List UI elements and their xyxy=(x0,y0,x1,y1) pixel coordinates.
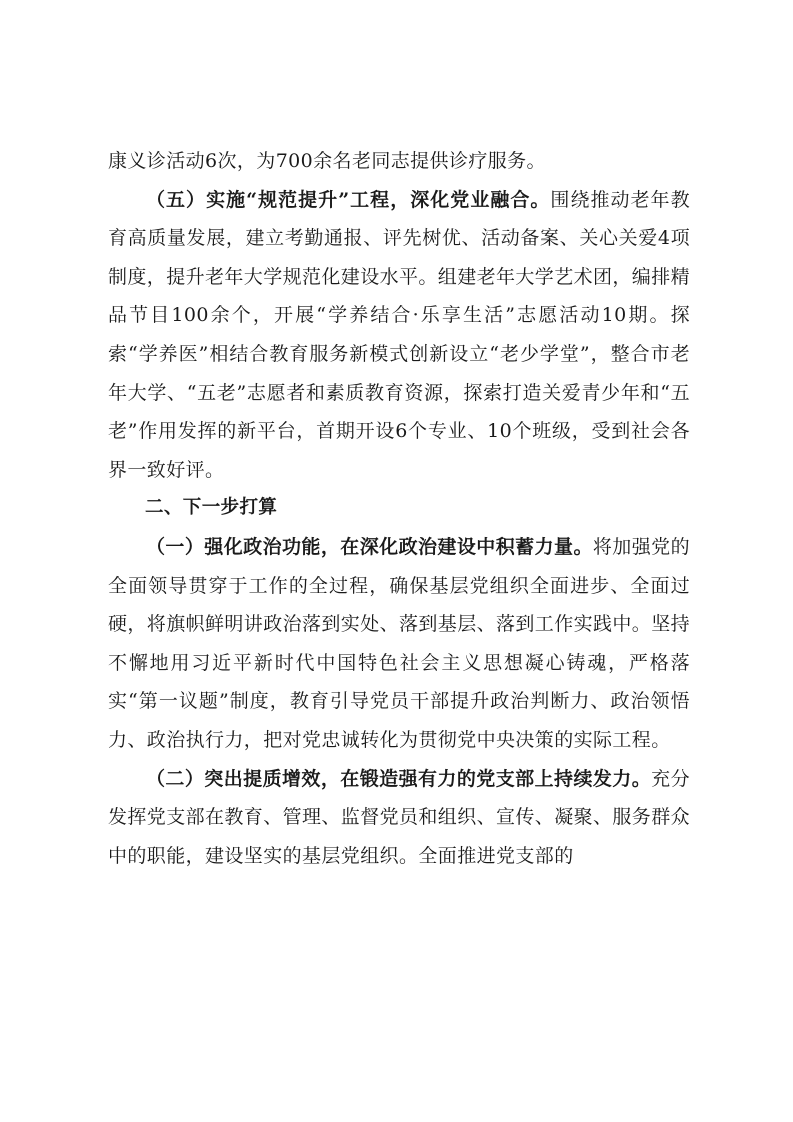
paragraph-two-lead: （二）突出提质增效，在锻造强有力的党支部上持续发力。 xyxy=(146,767,652,790)
paragraph-five xyxy=(108,181,690,490)
paragraph-one-lead: （一）强化政治功能，在深化政治建设中积蓄力量。 xyxy=(146,535,593,558)
paragraph-five-body: 围绕推动老年教育高质量发展，建立考勤通报、评先树优、活动备案、关心关爱4项制度，提升老年大学规范化建设水平。组建老年大学艺术团，编排精品节目100余个，开展“学养结合·乐享生活”志愿活动10期。探索“学养医”相结合教育服务新模式创新设立“老少学堂”，整合市老年大学、“五老”志愿者和素质教育资源，探索打造关爱青少年和“五老”作用发挥的新平台，首期开设6个专业、10个班级，受到社会各界一致好评。 xyxy=(108,188,691,481)
document-body xyxy=(108,142,690,875)
paragraph-five-lead: （五）实施“规范提升”工程，深化党业融合。 xyxy=(146,188,551,211)
paragraph-two-body: 充分发挥党支部在教育、管理、监督党员和组织、宣传、凝聚、服务群众中的职能，建设坚实的基层党组织。全面推进党支部的 xyxy=(108,767,691,867)
paragraph-one-body: 将加强党的全面领导贯穿于工作的全过程，确保基层党组织全面进步、全面过硬，将旗帜鲜明讲政治落到实处、落到基层、落到工作实践中。坚持不懈地用习近平新时代中国特色社会主义思想凝心铸魂，严格落实“第一议题”制度，教育引导党员干部提升政治判断力、政治领悟力、政治执行力，把对党忠诚转化为贯彻党中央决策的实际工程。 xyxy=(108,535,691,751)
paragraph-continuation: 康义诊活动6次，为700余名老同志提供诊疗服务。 xyxy=(108,150,546,172)
paragraph-two xyxy=(108,760,690,876)
section-heading: 二、下一步打算 xyxy=(145,497,278,519)
paragraph-one xyxy=(108,528,690,760)
